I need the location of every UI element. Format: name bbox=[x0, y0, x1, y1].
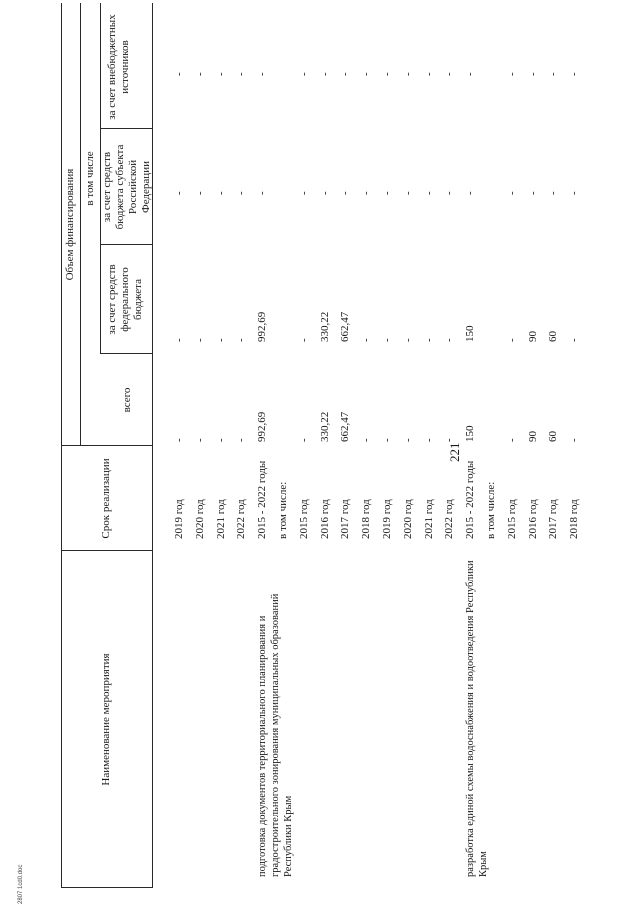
subject-cell: - bbox=[256, 191, 268, 195]
subject-cell: - bbox=[215, 191, 227, 195]
subject-cell: - bbox=[235, 191, 247, 195]
subject-cell: - bbox=[339, 191, 351, 195]
total-cell: - bbox=[381, 438, 393, 442]
period-cell: в том числе: bbox=[277, 481, 289, 539]
subject-cell: - bbox=[194, 191, 206, 195]
period-cell: 2022 год bbox=[235, 499, 247, 539]
header-financing: Объем финансирования bbox=[64, 168, 76, 281]
extra-cell: - bbox=[527, 72, 539, 76]
subject-cell: - bbox=[319, 191, 331, 195]
total-cell: 150 bbox=[464, 425, 476, 442]
total-cell: - bbox=[506, 438, 518, 442]
federal-cell: - bbox=[194, 338, 206, 342]
federal-cell: - bbox=[235, 338, 247, 342]
extra-cell: - bbox=[235, 72, 247, 76]
extra-cell: - bbox=[547, 72, 559, 76]
period-cell: 2017 год bbox=[339, 499, 351, 539]
total-cell: - bbox=[298, 438, 310, 442]
extra-cell: - bbox=[443, 72, 455, 76]
total-cell: - bbox=[173, 438, 185, 442]
extra-cell: - bbox=[194, 72, 206, 76]
extra-cell: - bbox=[215, 72, 227, 76]
document-footer: 2807 1сd0.doc bbox=[18, 864, 24, 904]
total-cell: 330,22 bbox=[319, 411, 331, 442]
header-total: всего bbox=[121, 387, 133, 413]
extra-cell: - bbox=[339, 72, 351, 76]
subject-cell: - bbox=[381, 191, 393, 195]
federal-cell: 992,69 bbox=[256, 311, 268, 342]
federal-cell: - bbox=[423, 338, 435, 342]
period-cell: 2015 - 2022 годы bbox=[464, 460, 476, 539]
subject-cell: - bbox=[547, 191, 559, 195]
federal-cell: 330,22 bbox=[319, 311, 331, 342]
subject-cell: - bbox=[402, 191, 414, 195]
federal-cell: - bbox=[506, 338, 518, 342]
period-cell: 2015 - 2022 годы bbox=[256, 460, 268, 539]
total-cell: 60 bbox=[547, 431, 559, 442]
total-cell: - bbox=[215, 438, 227, 442]
activity-name-cell: разработка единой схемы водоснабжения и водоотведения Республики Крым bbox=[465, 560, 489, 877]
period-cell: 2016 год bbox=[527, 499, 539, 539]
total-cell: - bbox=[443, 438, 455, 442]
extra-cell: - bbox=[506, 72, 518, 76]
period-cell: 2021 год bbox=[423, 499, 435, 539]
total-cell: 90 bbox=[527, 431, 539, 442]
federal-cell: - bbox=[215, 338, 227, 342]
federal-cell: 60 bbox=[547, 331, 559, 342]
header-extra: за счет внебюджетных источников bbox=[106, 14, 131, 120]
period-cell: 2016 год bbox=[319, 499, 331, 539]
federal-cell: - bbox=[298, 338, 310, 342]
header-subject: за счет средств бюджета субъекта Российской Федерации bbox=[101, 144, 152, 230]
period-cell: 2019 год bbox=[173, 499, 185, 539]
federal-cell: - bbox=[173, 338, 185, 342]
period-cell: 2018 год bbox=[360, 499, 372, 539]
period-cell: 2021 год bbox=[215, 499, 227, 539]
header-including: в том числе bbox=[84, 151, 96, 206]
period-cell: 2018 год bbox=[568, 499, 580, 539]
subject-cell: - bbox=[298, 191, 310, 195]
header-federal: за счет средств федерального бюджета bbox=[106, 264, 144, 335]
header-activity-name: Наименование мероприятия bbox=[100, 653, 112, 786]
total-cell: 992,69 bbox=[256, 411, 268, 442]
extra-cell: - bbox=[298, 72, 310, 76]
total-cell: - bbox=[194, 438, 206, 442]
subject-cell: - bbox=[506, 191, 518, 195]
federal-cell: 90 bbox=[527, 331, 539, 342]
period-cell: 2022 год bbox=[443, 499, 455, 539]
period-cell: 2015 год bbox=[506, 499, 518, 539]
period-cell: в том числе: bbox=[485, 481, 497, 539]
subject-cell: - bbox=[173, 191, 185, 195]
federal-cell: - bbox=[360, 338, 372, 342]
total-cell: 662,47 bbox=[339, 411, 351, 442]
total-cell: - bbox=[568, 438, 580, 442]
period-cell: 2020 год bbox=[194, 499, 206, 539]
page-number: 221 bbox=[447, 442, 462, 462]
federal-cell: - bbox=[443, 338, 455, 342]
federal-cell: - bbox=[402, 338, 414, 342]
federal-cell: 662,47 bbox=[339, 311, 351, 342]
total-cell: - bbox=[235, 438, 247, 442]
subject-cell: - bbox=[443, 191, 455, 195]
extra-cell: - bbox=[173, 72, 185, 76]
extra-cell: - bbox=[568, 72, 580, 76]
total-cell: - bbox=[360, 438, 372, 442]
extra-cell: - bbox=[319, 72, 331, 76]
header-period: Срок реализации bbox=[100, 458, 112, 539]
federal-cell: - bbox=[568, 338, 580, 342]
subject-cell: - bbox=[423, 191, 435, 195]
extra-cell: - bbox=[360, 72, 372, 76]
period-cell: 2020 год bbox=[402, 499, 414, 539]
period-cell: 2019 год bbox=[381, 499, 393, 539]
period-cell: 2015 год bbox=[298, 499, 310, 539]
federal-cell: 150 bbox=[464, 325, 476, 342]
extra-cell: - bbox=[256, 72, 268, 76]
subject-cell: - bbox=[568, 191, 580, 195]
period-cell: 2017 год bbox=[547, 499, 559, 539]
subject-cell: - bbox=[360, 191, 372, 195]
extra-cell: - bbox=[402, 72, 414, 76]
total-cell: - bbox=[423, 438, 435, 442]
subject-cell: - bbox=[527, 191, 539, 195]
extra-cell: - bbox=[464, 72, 476, 76]
extra-cell: - bbox=[381, 72, 393, 76]
activity-name-cell: подготовка документов территориального планирования и градостроительного зонирования муниципальных образований Республики Крым bbox=[257, 593, 294, 877]
federal-cell: - bbox=[381, 338, 393, 342]
total-cell: - bbox=[402, 438, 414, 442]
subject-cell: - bbox=[464, 191, 476, 195]
extra-cell: - bbox=[423, 72, 435, 76]
